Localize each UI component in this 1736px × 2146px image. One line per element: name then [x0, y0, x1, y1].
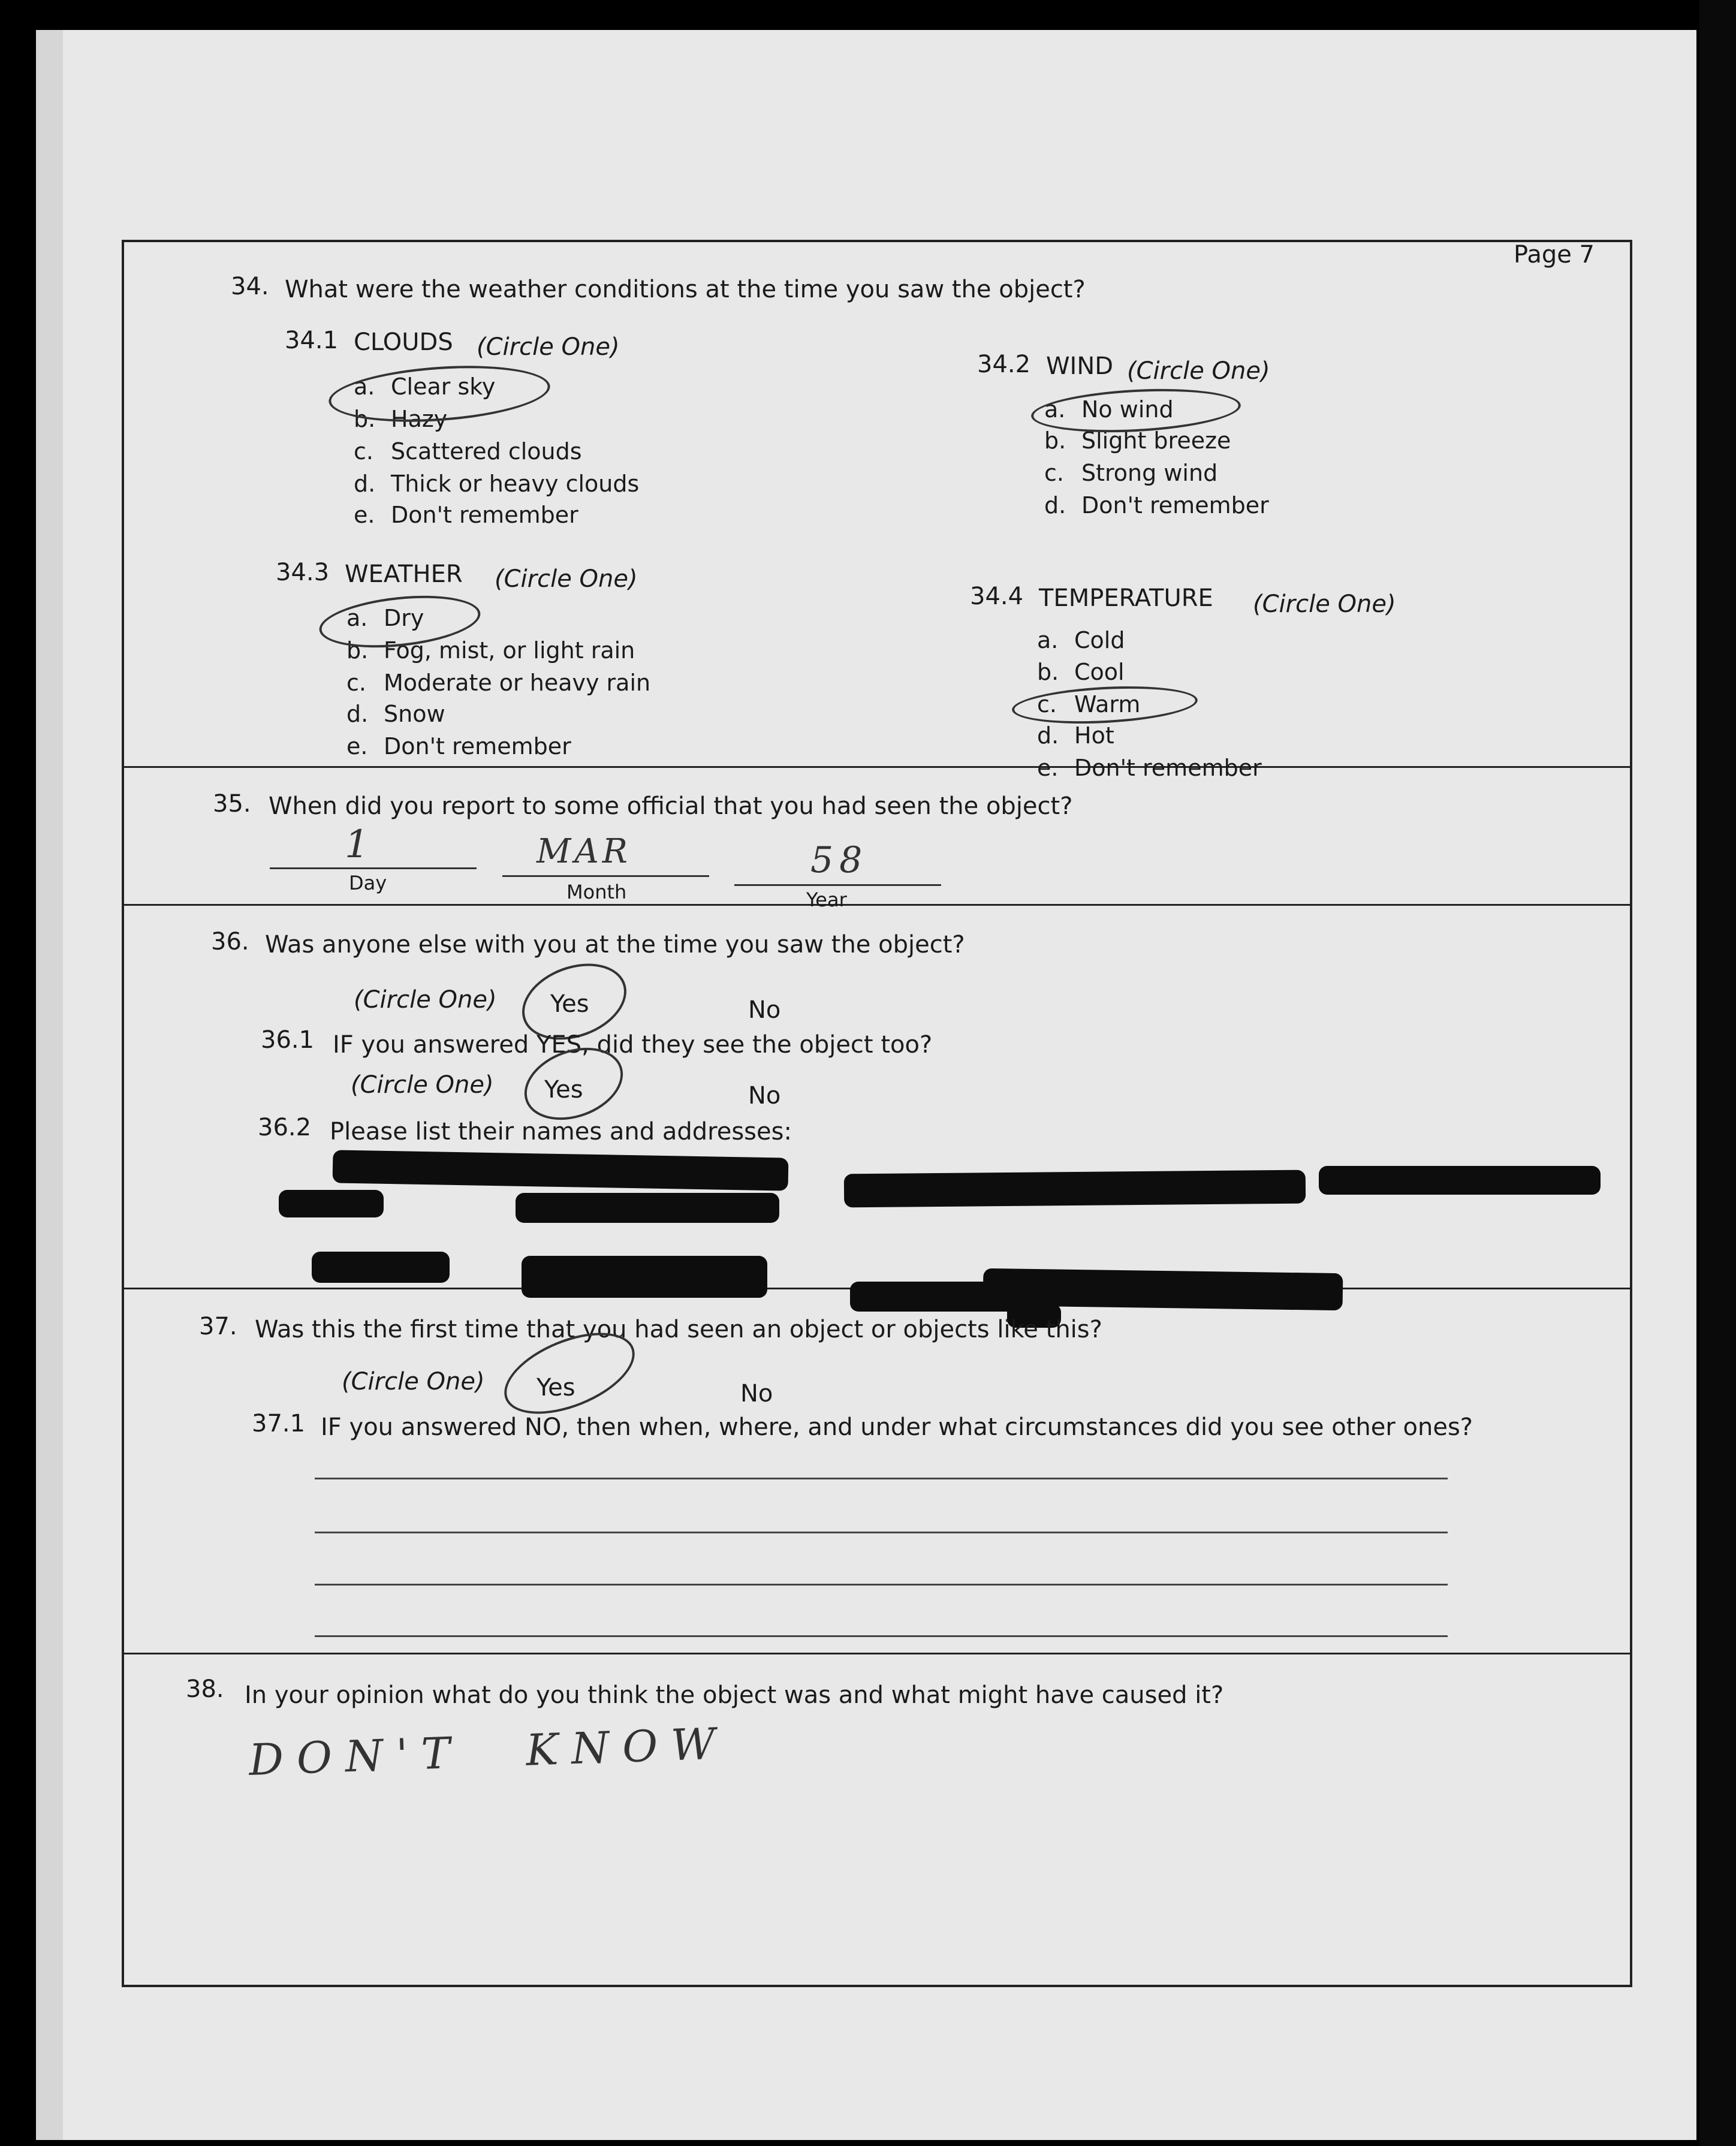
option-weather-c[interactable]: c. Moderate or heavy rain	[346, 670, 651, 696]
option-wind-c[interactable]: c. Strong wind	[1044, 460, 1218, 486]
no-option[interactable]: No	[740, 1380, 773, 1407]
section-instruction: (Circle One)	[1253, 590, 1396, 618]
no-option[interactable]: No	[748, 996, 781, 1024]
option-wind-d[interactable]: d. Don't remember	[1044, 492, 1269, 519]
option-weather-b[interactable]: b. Fog, mist, or light rain	[346, 637, 635, 664]
question-text: Was this the first time that you had seen an object or objects like this?	[255, 1316, 1102, 1343]
question-number: 37.	[199, 1313, 237, 1340]
section-instruction: (Circle One)	[477, 333, 620, 361]
option-weather-d[interactable]: d. Snow	[346, 701, 445, 727]
section-title: TEMPERATURE	[1039, 584, 1213, 612]
scan-border	[1699, 0, 1736, 2146]
section-title: CLOUDS	[354, 328, 453, 356]
option-weather-e[interactable]: e. Don't remember	[346, 733, 571, 759]
option-clouds-a[interactable]: a. Clear sky	[354, 373, 496, 400]
month-handwritten: MAR	[537, 832, 631, 871]
circle-one-label: (Circle One)	[354, 986, 497, 1014]
section-instruction: (Circle One)	[1127, 357, 1270, 385]
day-label: Day	[349, 872, 387, 894]
no-option[interactable]: No	[748, 1082, 781, 1110]
section-number: 34.3	[276, 559, 330, 586]
section-instruction: (Circle One)	[495, 565, 638, 593]
option-temperature-b[interactable]: b. Cool	[1037, 659, 1125, 685]
question-number: 35.	[213, 790, 251, 818]
year-handwritten: 58	[810, 839, 869, 881]
question-text: When did you report to some official that you had seen the object?	[269, 792, 1073, 820]
section-number: 34.2	[977, 351, 1031, 378]
option-temperature-a[interactable]: a. Cold	[1037, 627, 1125, 653]
question-number: 34.	[231, 273, 269, 300]
section-title: WIND	[1046, 352, 1114, 380]
section-title: WEATHER	[345, 560, 463, 588]
option-wind-b[interactable]: b. Slight breeze	[1044, 427, 1231, 454]
option-clouds-d[interactable]: d. Thick or heavy clouds	[354, 471, 640, 497]
page-number: Page 7	[1514, 241, 1595, 269]
option-clouds-c[interactable]: c. Scattered clouds	[354, 438, 582, 465]
option-temperature-d[interactable]: d. Hot	[1037, 722, 1114, 749]
sub-number: 36.1	[261, 1026, 315, 1054]
question-number: 38.	[186, 1675, 224, 1703]
redaction-block	[279, 1190, 384, 1217]
handwritten-answer: DON'T KNOW	[248, 1718, 730, 1785]
option-weather-a[interactable]: a. Dry	[346, 605, 424, 631]
question-text: What were the weather conditions at the time you saw the object?	[285, 276, 1086, 303]
form-frame	[122, 240, 1632, 1987]
section-number: 34.4	[970, 583, 1024, 610]
option-clouds-b[interactable]: b. Hazy	[354, 406, 448, 432]
option-temperature-c[interactable]: c. Warm	[1037, 691, 1141, 718]
option-clouds-e[interactable]: e. Don't remember	[354, 502, 578, 528]
redaction-block	[312, 1252, 450, 1283]
answer-line[interactable]	[315, 1478, 1448, 1479]
yes-option[interactable]: Yes	[550, 990, 589, 1018]
answer-line[interactable]	[315, 1635, 1448, 1637]
yes-option[interactable]: Yes	[544, 1076, 583, 1104]
redaction-block	[844, 1170, 1306, 1208]
question-text: In your opinion what do you think the object was and what might have caused it?	[245, 1681, 1224, 1709]
month-line	[502, 875, 709, 877]
circle-one-label: (Circle One)	[342, 1368, 485, 1395]
yes-option[interactable]: Yes	[537, 1374, 575, 1401]
answer-line[interactable]	[315, 1532, 1448, 1533]
divider-q35	[122, 766, 1632, 768]
section-number: 34.1	[285, 327, 339, 354]
redaction-block	[1319, 1166, 1601, 1195]
question-text: Was anyone else with you at the time you saw the object?	[265, 931, 965, 959]
question-number: 36.	[211, 928, 249, 956]
redaction-block	[516, 1193, 779, 1223]
month-label: Month	[566, 881, 627, 903]
sub-number: 36.2	[258, 1114, 312, 1141]
year-label: Year	[806, 888, 847, 911]
redaction-block	[522, 1256, 767, 1298]
option-wind-a[interactable]: a. No wind	[1044, 396, 1174, 423]
option-temperature-e[interactable]: e. Don't remember	[1037, 755, 1262, 781]
sub-number: 37.1	[252, 1410, 306, 1437]
sub-text: IF you answered NO, then when, where, and under what circumstances did you see other ones?	[321, 1413, 1473, 1441]
day-handwritten: 1	[345, 822, 369, 867]
sub-text: Please list their names and addresses:	[330, 1118, 792, 1146]
sub-text: IF you answered YES, did they see the object too?	[333, 1031, 933, 1059]
circle-one-label: (Circle One)	[351, 1071, 494, 1099]
answer-line[interactable]	[315, 1584, 1448, 1586]
scan-shadow	[36, 30, 63, 2140]
divider-q38	[122, 1653, 1632, 1654]
divider-q36	[122, 904, 1632, 906]
